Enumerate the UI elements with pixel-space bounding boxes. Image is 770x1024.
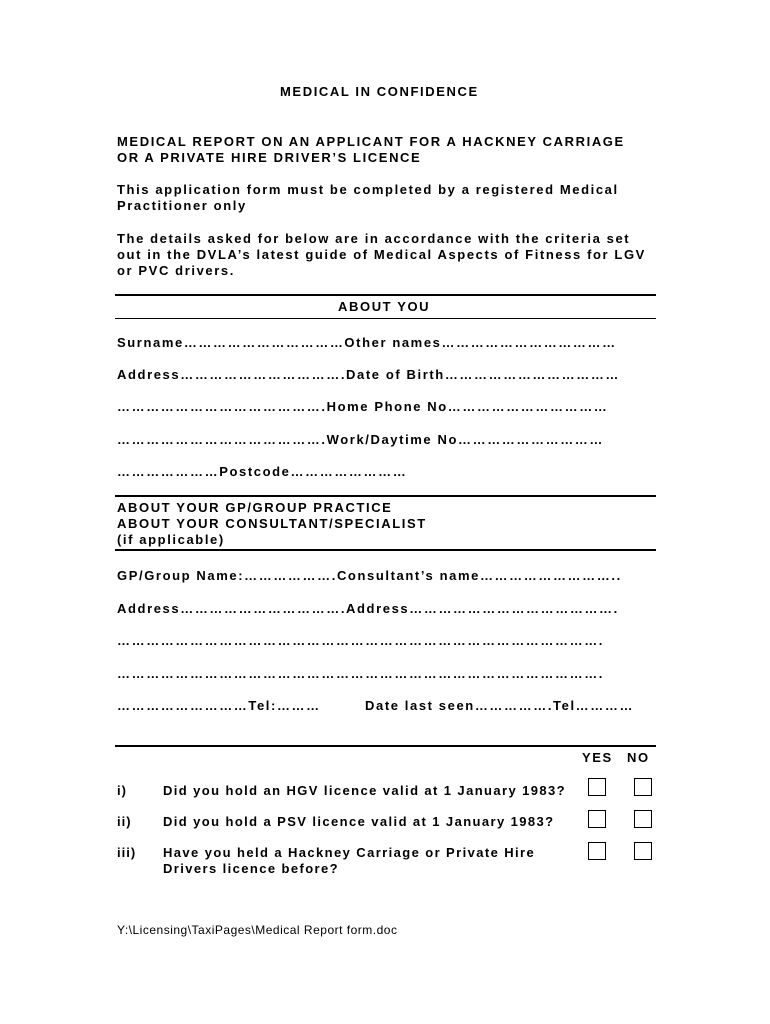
address-continuation-field[interactable]: ………………………………………………………………………………………. — [117, 666, 605, 681]
question-text: Did you hold an HGV licence valid at 1 January 1983? — [163, 783, 566, 798]
no-column-label: NO — [627, 750, 650, 765]
question-text: Have you held a Hackney Carriage or Private Hire — [163, 845, 536, 860]
question-text-continued: Drivers licence before? — [163, 861, 339, 876]
about-you-heading: ABOUT YOU — [338, 299, 431, 314]
postcode-field[interactable]: …………………Postcode…………………… — [117, 464, 408, 479]
question-number: ii) — [117, 814, 132, 829]
no-checkbox[interactable] — [634, 842, 652, 860]
no-checkbox[interactable] — [634, 778, 652, 796]
form-title-line-2: OR A PRIVATE HIRE DRIVER’S LICENCE — [117, 150, 422, 165]
address-date-of-birth-field[interactable]: Address…………………………….Date of Birth……………………………… — [117, 367, 621, 382]
criteria-line-2: out in the DVLA’s latest guide of Medical Aspects of Fitness for LGV — [117, 247, 646, 262]
criteria-line-1: The details asked for below are in accordance with the criteria set — [117, 231, 631, 246]
no-checkbox[interactable] — [634, 810, 652, 828]
gp-heading-line-1: ABOUT YOUR GP/GROUP PRACTICE — [117, 500, 393, 515]
gp-consultant-address-field[interactable]: Address…………………………….Address……………………………………. — [117, 601, 619, 616]
question-number: iii) — [117, 845, 137, 860]
yes-column-label: YES — [582, 750, 613, 765]
section-divider — [115, 294, 656, 296]
gp-heading-line-3: (if applicable) — [117, 532, 225, 547]
section-divider — [115, 318, 656, 319]
instruction-line-2: Practitioner only — [117, 198, 247, 213]
gp-heading-line-2: ABOUT YOUR CONSULTANT/SPECIALIST — [117, 516, 427, 531]
home-phone-field[interactable]: …………………………………….Home Phone No…………………………… — [117, 399, 609, 414]
question-number: i) — [117, 783, 127, 798]
confidential-heading: MEDICAL IN CONFIDENCE — [280, 84, 479, 99]
instruction-line-1: This application form must be completed by a registered Medical — [117, 182, 619, 197]
yes-checkbox[interactable] — [588, 842, 606, 860]
criteria-line-3: or PVC drivers. — [117, 263, 235, 278]
section-divider — [115, 745, 656, 747]
work-daytime-phone-field[interactable]: …………………………………….Work/Daytime No………………………… — [117, 432, 605, 447]
document-file-path: Y:\Licensing\TaxiPages\Medical Report form.doc — [117, 923, 398, 937]
surname-other-names-field[interactable]: Surname……………………………Other names……………………………… — [117, 335, 617, 350]
gp-tel-field[interactable]: ………………………Tel:……… — [117, 698, 321, 713]
address-continuation-field[interactable]: ………………………………………………………………………………………. — [117, 633, 605, 648]
section-divider — [115, 549, 656, 551]
section-divider — [115, 495, 656, 497]
date-last-seen-tel-field[interactable]: Date last seen…………….Tel………… — [365, 698, 635, 713]
yes-checkbox[interactable] — [588, 778, 606, 796]
question-text: Did you hold a PSV licence valid at 1 January 1983? — [163, 814, 555, 829]
gp-consultant-name-field[interactable]: GP/Group Name:……………….Consultant’s name……………………….. — [117, 568, 622, 583]
yes-checkbox[interactable] — [588, 810, 606, 828]
form-title-line-1: MEDICAL REPORT ON AN APPLICANT FOR A HACKNEY CARRIAGE — [117, 134, 625, 149]
